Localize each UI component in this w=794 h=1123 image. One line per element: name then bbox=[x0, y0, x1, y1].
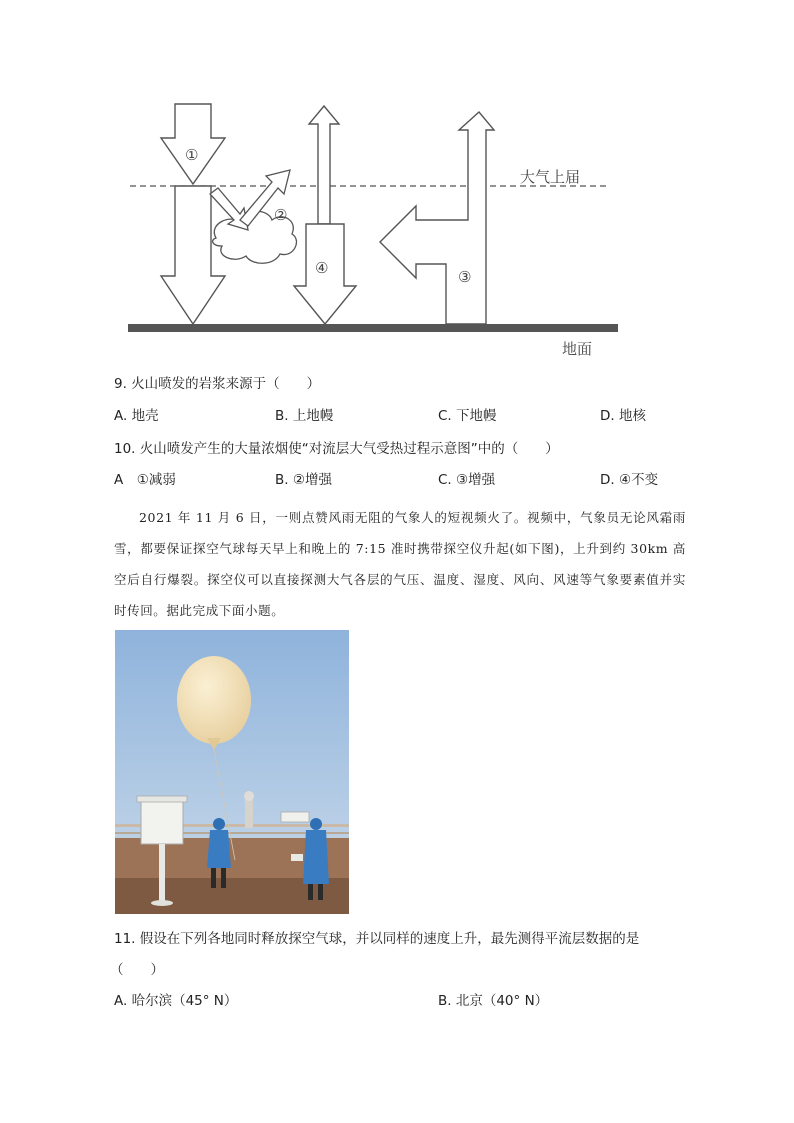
q11-option-b[interactable]: B. 北京（40° N） bbox=[438, 993, 549, 1009]
arrow-2-incoming bbox=[210, 188, 248, 230]
q11-option-a[interactable]: A. 哈尔滨（45° N） bbox=[114, 993, 238, 1009]
passage-paragraph: 2021 年 11 月 6 日，一则点赞风雨无阻的气象人的短视频火了。视频中，气象员无论风霜雨雪，都要保证探空气球每天早上和晚上的 7:15 准时携带探空仪升起(如下图)，上升到约 30km 高空后自行爆裂。探空仪可以直接探测大气各层的气压、温度、湿度、风向、风速等气象要素值并实时传回。据此完成下面小题。 bbox=[114, 510, 686, 618]
question-11-paren: （ ） bbox=[110, 962, 164, 978]
q10-option-b[interactable]: B. ②增强 bbox=[275, 472, 332, 488]
q10-option-a[interactable]: A ①减弱 bbox=[114, 472, 176, 488]
ground-line bbox=[128, 324, 618, 332]
weather-balloon-photo bbox=[115, 630, 349, 914]
question-11-stem: 11. 假设在下列各地同时释放探空气球，并以同样的速度上升，最先测得平流层数据的是 bbox=[114, 931, 640, 947]
q10-option-d[interactable]: D. ④不变 bbox=[600, 472, 659, 488]
label-ground: 地面 bbox=[562, 340, 593, 358]
label-3: ③ bbox=[458, 268, 472, 286]
arrow-1-to-ground bbox=[161, 186, 225, 324]
arrow-3-ground-radiation bbox=[380, 112, 494, 324]
arrow-1-solar-radiation bbox=[161, 104, 225, 184]
question-10-stem: 10. 火山喷发产生的大量浓烟使“对流层大气受热过程示意图”中的（ ） bbox=[114, 441, 559, 457]
label-upper-atmosphere: 大气上届 bbox=[520, 168, 581, 186]
q9-option-a[interactable]: A. 地壳 bbox=[114, 408, 159, 424]
q9-option-b[interactable]: B. 上地幔 bbox=[275, 408, 334, 424]
label-2: ② bbox=[274, 206, 288, 224]
q9-option-d[interactable]: D. 地核 bbox=[600, 408, 646, 424]
q10-option-c[interactable]: C. ③增强 bbox=[438, 472, 496, 488]
label-4: ④ bbox=[315, 259, 329, 277]
atmosphere-heating-diagram bbox=[118, 96, 618, 361]
label-1: ① bbox=[185, 146, 199, 164]
q9-option-c[interactable]: C. 下地幔 bbox=[438, 408, 497, 424]
arrow-4-up bbox=[309, 106, 339, 224]
question-9-stem: 9. 火山喷发的岩浆来源于（ ） bbox=[114, 376, 321, 392]
